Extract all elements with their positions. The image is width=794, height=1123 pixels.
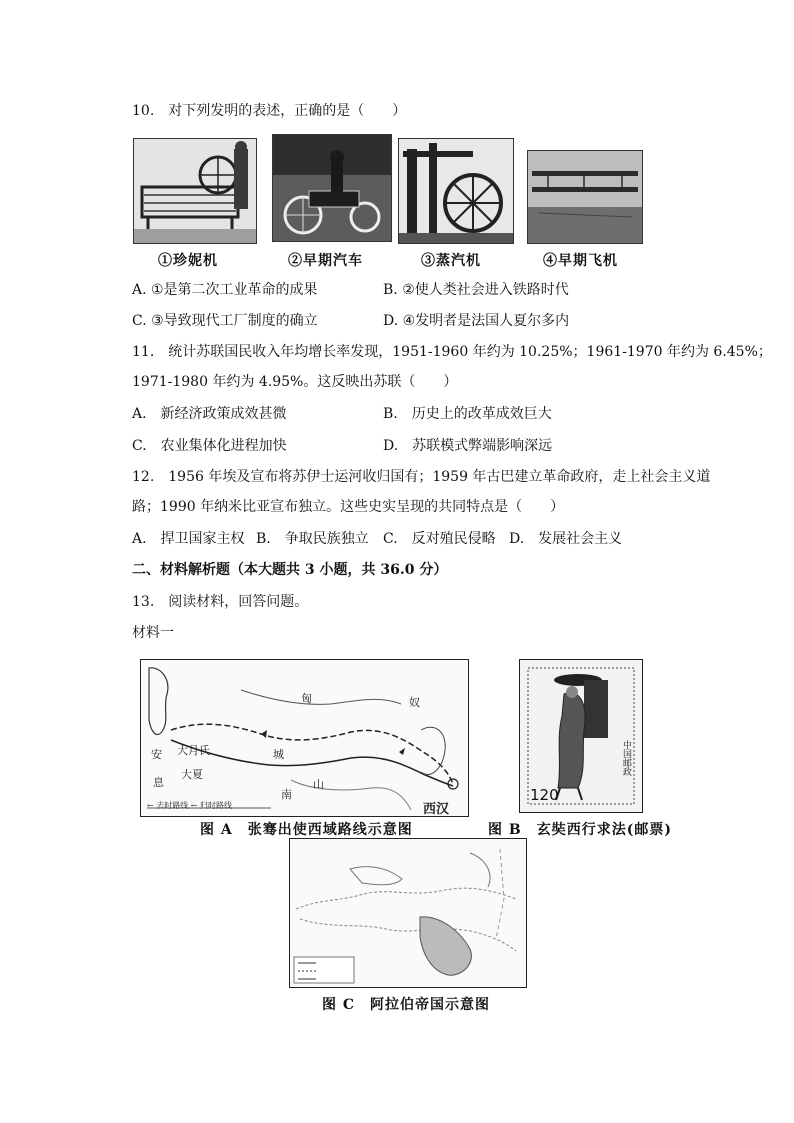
map-label-shan: 山 <box>313 778 324 791</box>
q10-stem: 10. 对下列发明的表述，正确的是（ ） <box>132 103 407 119</box>
fig-a-caption: 图 A 张骞出使西域路线示意图 <box>200 822 413 838</box>
map-label-daxia: 大夏 <box>181 768 203 781</box>
q11-stem-line2: 1971-1980 年约为 4.95%。这反映出苏联（ ） <box>132 374 458 390</box>
map-label-nan: 南 <box>281 788 292 801</box>
route-map-icon <box>141 660 468 816</box>
steam-engine-icon <box>399 139 513 243</box>
early-car-image <box>272 134 392 242</box>
fig-c-caption: 图 C 阿拉伯帝国示意图 <box>322 997 491 1013</box>
caption-early-airplane: ④早期飞机 <box>543 253 618 269</box>
spinning-jenny-icon <box>134 139 256 243</box>
section-2-title: 二、材料解析题（本大题共 3 小题，共 36.0 分） <box>132 562 448 578</box>
q12-option-a: A. 捍卫国家主权 <box>132 531 245 547</box>
q11-option-d: D. 苏联模式弊端影响深远 <box>383 438 553 454</box>
q11-stem-line1: 11. 统计苏联国民收入年均增长率发现，1951-1960 年约为 10.25%；1961-1970 年约为 6.45%； <box>132 344 772 360</box>
q12-stem-line1: 12. 1956 年埃及宣布将苏伊士运河收归国有；1959 年古巴建立革命政府，走上社会主义道 <box>132 469 711 485</box>
empire-map-icon <box>290 839 526 987</box>
spinning-jenny-image <box>133 138 257 244</box>
map-legend: ← 去时路线 ← 归时路线 <box>147 801 233 810</box>
q10-option-c: C. ③导致现代工厂制度的确立 <box>132 313 318 329</box>
map-label-xihan: 西汉 <box>423 802 450 817</box>
map-label-dayuezhi: 大月氏 <box>177 744 210 757</box>
map-label-an: 安 <box>151 748 162 761</box>
zhang-qian-route-map <box>140 659 469 817</box>
caption-early-car: ②早期汽车 <box>288 253 363 269</box>
xuanzang-stamp <box>519 659 643 813</box>
q12-stem-line2: 路；1990 年纳米比亚宣布独立。这些史实呈现的共同特点是（ ） <box>132 499 565 515</box>
fig-b-caption: 图 B 玄奘西行求法(邮票) <box>488 822 672 838</box>
q11-option-c: C. 农业集体化进程加快 <box>132 438 287 454</box>
caption-steam-engine: ③蒸汽机 <box>421 253 481 269</box>
q10-option-d: D. ④发明者是法国人夏尔多内 <box>383 313 570 329</box>
early-car-icon <box>273 135 391 241</box>
q11-option-a: A. 新经济政策成效甚微 <box>132 406 287 422</box>
early-airplane-icon <box>528 151 642 243</box>
steam-engine-image <box>398 138 514 244</box>
material-1-label: 材料一 <box>132 625 174 641</box>
q12-option-b: B. 争取民族独立 <box>256 531 369 547</box>
map-label-cheng: 城 <box>273 748 284 761</box>
q11-option-b: B. 历史上的改革成效巨大 <box>383 406 552 422</box>
caption-spinning-jenny: ①珍妮机 <box>158 253 218 269</box>
arab-empire-map <box>289 838 527 988</box>
map-label-xi: 息 <box>153 776 164 789</box>
q10-option-b: B. ②使人类社会进入铁路时代 <box>383 282 569 298</box>
map-label-xiong: 匈 <box>301 692 312 705</box>
stamp-country: 中国邮政 <box>621 740 631 776</box>
stamp-value: 120 <box>530 786 559 804</box>
q10-option-a: A. ①是第二次工业革命的成果 <box>132 282 318 298</box>
map-label-nu: 奴 <box>409 696 420 709</box>
early-airplane-image <box>527 150 643 244</box>
q12-option-d: D. 发展社会主义 <box>509 531 623 547</box>
q13-stem: 13. 阅读材料，回答问题。 <box>132 594 309 610</box>
q12-option-c: C. 反对殖民侵略 <box>383 531 496 547</box>
